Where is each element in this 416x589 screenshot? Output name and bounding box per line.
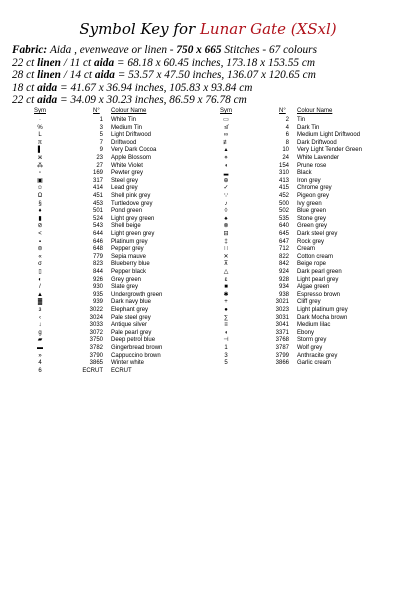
symbol: ✓: [223, 185, 229, 192]
fabric-info-segment: Fabric:: [12, 44, 50, 56]
dmc-number: 502: [278, 208, 289, 215]
symbol: ▬: [37, 344, 43, 351]
symbol: ∵: [224, 193, 228, 200]
dmc-number: 928: [278, 276, 289, 283]
fabric-info-segment: aida: [94, 69, 115, 81]
header-num: N°: [93, 108, 100, 114]
fabric-info-line: [12, 82, 410, 95]
symbol: +: [224, 299, 228, 306]
dmc-number: 9: [99, 147, 103, 154]
fabric-info: [12, 44, 410, 107]
dmc-number: 3750: [89, 337, 103, 344]
dmc-number: 169: [92, 170, 103, 177]
symbol: π: [37, 139, 43, 146]
symbol: ●: [224, 306, 228, 313]
fabric-info-segment: = 41.67 x 36.94 inches, 105.83 x 93.84 cm: [57, 81, 253, 94]
colour-name: Elephant grey: [111, 306, 149, 313]
colour-name: Blueberry blue: [111, 261, 150, 268]
colour-name: Tin: [297, 117, 306, 124]
symbol: Ω: [37, 193, 43, 200]
colour-name: Garlic cream: [297, 360, 332, 367]
symbol: ▪: [38, 238, 42, 245]
dmc-number: 535: [278, 215, 289, 222]
symbol: ✕: [223, 253, 229, 260]
dmc-number: 453: [92, 200, 103, 207]
symbol: ▫: [38, 170, 42, 177]
colour-name: Slate grey: [111, 284, 139, 291]
dmc-number: 930: [92, 284, 103, 291]
colour-name: Cotton cream: [297, 253, 334, 260]
symbol: ⊘: [37, 223, 43, 230]
dmc-number: 648: [92, 246, 103, 253]
symbol: ‹: [39, 314, 41, 321]
dmc-number: 779: [92, 253, 103, 260]
colour-name: Light pearl grey: [297, 276, 339, 283]
dmc-number: 3799: [275, 352, 289, 359]
colour-name: Gingerbread brown: [111, 344, 163, 351]
dmc-number: 3023: [275, 306, 289, 313]
colour-name: Platinum grey: [111, 238, 148, 245]
colour-name: Very Light Tender Green: [297, 147, 362, 154]
symbol: ∑: [223, 314, 229, 321]
symbol: ⊼: [223, 261, 229, 268]
symbol: ⊕: [223, 177, 229, 184]
fabric-info-segment: Aida , evenweave or linen -: [49, 44, 177, 56]
fabric-info-segment: aida: [37, 94, 58, 106]
dmc-number: 5: [99, 132, 103, 139]
fabric-info-segment: linen: [37, 69, 61, 81]
colour-name: Dark navy blue: [111, 299, 152, 306]
colour-name: Grey green: [111, 276, 142, 283]
dmc-number: 1: [99, 117, 103, 124]
colour-name: Undergrowth green: [111, 291, 163, 298]
symbol: g: [38, 329, 42, 336]
dmc-number: 822: [278, 253, 289, 260]
symbol: ⁂: [37, 162, 43, 169]
colour-name: ECRUT: [111, 367, 132, 374]
symbol: ◊: [224, 208, 228, 215]
dmc-number: 452: [278, 193, 289, 200]
symbol: ɛ: [224, 276, 228, 283]
colour-name: Rock grey: [297, 238, 325, 245]
dmc-number: 524: [92, 215, 103, 222]
symbol: ⊟: [223, 231, 229, 237]
colour-name: Light platinum grey: [297, 306, 348, 313]
fabric-info-segment: = 53.57 x 47.50 inches, 136.07 x 120.65 cm: [114, 69, 316, 81]
colour-name: Cappuccino brown: [111, 352, 161, 359]
dmc-number: 3041: [275, 322, 289, 329]
symbol: ☺: [36, 185, 44, 192]
dmc-number: 500: [278, 200, 289, 207]
symbol: ‡: [224, 238, 228, 245]
dmc-number: 823: [92, 261, 103, 268]
dmc-number: 3021: [275, 299, 289, 306]
dmc-number: 3768: [275, 337, 289, 344]
symbol: ≰: [224, 124, 228, 131]
colour-name: Light green grey: [111, 231, 155, 237]
colour-name: Storm grey: [297, 337, 327, 344]
symbol: <: [38, 231, 42, 237]
symbol: ◐: [38, 276, 42, 283]
fabric-info-segment: Stitches - 67 colours: [221, 44, 317, 56]
colour-name: White Violet: [111, 162, 143, 169]
dmc-number: 3022: [89, 306, 103, 313]
symbol: ⋄: [224, 155, 228, 162]
dmc-number: 938: [278, 291, 289, 298]
colour-name: Ivy green: [297, 200, 322, 207]
symbol: %: [37, 124, 43, 131]
colour-name: Lead grey: [111, 185, 138, 192]
symbol: L: [38, 132, 42, 139]
title-pattern-name: Lunar Gate (XSxl): [199, 20, 337, 38]
header-num: N°: [279, 108, 286, 114]
colour-name: Medium Light Driftwood: [297, 132, 361, 139]
dmc-number: 646: [92, 238, 103, 245]
colour-name: Very Dark Cocoa: [111, 147, 157, 154]
dmc-number: 3790: [89, 352, 103, 359]
symbol: §: [38, 200, 42, 207]
fabric-info-line: [12, 69, 410, 82]
dmc-number: 27: [96, 162, 103, 169]
dmc-number: 647: [278, 238, 289, 245]
colour-name: Shell pink grey: [111, 193, 151, 200]
fabric-info-segment: 22 ct: [12, 94, 38, 106]
dmc-number: 8: [285, 139, 289, 146]
colour-name: Shell beige: [111, 223, 141, 230]
colour-name: Green grey: [297, 223, 328, 230]
colour-name: Pepper black: [111, 268, 147, 275]
dmc-number: 7: [99, 139, 103, 146]
title-prefix: Symbol Key for: [79, 20, 196, 38]
symbol: ∷: [224, 246, 228, 253]
dmc-number: 3033: [89, 322, 103, 329]
colour-name: Wolf grey: [297, 344, 323, 351]
colour-name: Apple Blossom: [111, 155, 152, 162]
symbol: ▂: [223, 170, 229, 177]
dmc-number: 3: [99, 124, 103, 131]
dmc-number: 3782: [89, 344, 103, 351]
symbol: ⊗: [223, 223, 229, 230]
dmc-number: 413: [278, 177, 289, 184]
dmc-number: ECRUT: [82, 367, 103, 374]
colour-name: Pond green: [111, 208, 143, 215]
colour-name: Pigeon grey: [297, 193, 330, 200]
fabric-info-segment: 750 x 665: [176, 44, 222, 56]
colour-name: Antique silver: [111, 322, 148, 329]
dmc-number: 645: [278, 231, 289, 237]
colour-name: White Lavender: [297, 155, 340, 162]
symbol: ≢: [223, 139, 229, 146]
symbol: 1: [224, 344, 228, 351]
fabric-info-segment: 22 ct: [12, 56, 38, 69]
dmc-number: 935: [92, 291, 103, 298]
colour-name: Blue green: [297, 208, 327, 215]
dmc-number: 3787: [275, 344, 289, 351]
symbol: ◖: [224, 162, 228, 169]
dmc-number: 501: [92, 208, 103, 215]
fabric-info-segment: 18 ct: [12, 81, 38, 94]
colour-name: Dark Mocha brown: [297, 314, 348, 321]
colour-name: Cream: [297, 246, 316, 253]
symbol: ∞: [223, 132, 229, 139]
dmc-number: 2: [285, 117, 289, 124]
page-title: [0, 20, 416, 38]
colour-name: Deep petrol blue: [111, 337, 156, 344]
fabric-info-segment: / 14 ct: [60, 69, 95, 81]
symbol: ▣: [37, 177, 43, 184]
dmc-number: 934: [278, 284, 289, 291]
symbol: 5: [224, 360, 228, 367]
dmc-number: 3371: [275, 329, 289, 336]
colour-name: Pepper grey: [111, 246, 144, 253]
symbol: ⊣: [223, 337, 229, 344]
header-colour-name: Colour Name: [297, 108, 333, 114]
symbol: 4: [38, 360, 42, 367]
dmc-number: 23: [96, 155, 103, 162]
dmc-number: 414: [92, 185, 103, 192]
symbol: ▴: [224, 147, 228, 154]
dmc-number: 3031: [275, 314, 289, 321]
symbol: ✱: [223, 291, 229, 298]
header-sym: Sym: [220, 108, 232, 114]
fabric-info-line: [12, 94, 410, 107]
fabric-info-segment: / 11 ct: [60, 56, 95, 69]
fabric-info-segment: = 34.09 x 30.23 inches, 86.59 x 76.78 cm: [57, 94, 247, 106]
fabric-info-line: [12, 57, 410, 70]
colour-name: Dark Tin: [297, 124, 320, 131]
symbol: σ: [38, 261, 42, 268]
symbol: ▌: [37, 147, 43, 154]
dmc-number: 415: [278, 185, 289, 192]
fabric-info-segment: 28 ct: [12, 69, 38, 81]
dmc-number: 640: [278, 223, 289, 230]
symbol: ж: [37, 155, 42, 162]
colour-name: Chrome grey: [297, 185, 332, 192]
symbol: 3: [224, 352, 228, 359]
fabric-info-segment: linen: [37, 56, 61, 69]
colour-name: Pale steel grey: [111, 314, 151, 321]
dmc-number: 24: [282, 155, 289, 162]
symbol: ▭: [223, 117, 229, 124]
dmc-number: 451: [92, 193, 103, 200]
dmc-number: 924: [278, 268, 289, 275]
symbol: △: [223, 268, 229, 275]
colour-name: Anthracite grey: [297, 352, 338, 359]
dmc-number: 926: [92, 276, 103, 283]
colour-name: Ebony: [297, 329, 315, 336]
colour-name: Stone grey: [297, 215, 327, 222]
symbol: ▯: [38, 268, 42, 275]
dmc-number: 844: [92, 268, 103, 275]
symbol: ▮: [38, 215, 42, 222]
colour-name: Winter white: [111, 360, 145, 367]
colour-name: Dark pearl green: [297, 268, 342, 275]
header-sym: Sym: [34, 108, 46, 114]
colour-name: Pale pearl grey: [111, 329, 152, 336]
colour-name: Beige rope: [297, 261, 327, 268]
colour-name: Driftwood: [111, 139, 137, 146]
fabric-info-segment: aida: [37, 81, 58, 94]
dmc-number: 154: [278, 162, 289, 169]
colour-name: Dark Driftwood: [297, 139, 337, 146]
dmc-number: 3024: [89, 314, 103, 321]
fabric-info-segment: = 68.18 x 60.45 inches, 173.18 x 153.55 cm: [114, 56, 316, 69]
colour-name: Pewter grey: [111, 170, 144, 177]
dmc-number: 3072: [89, 329, 103, 336]
symbol: ·: [39, 117, 41, 124]
colour-name: Light grey green: [111, 215, 155, 222]
dmc-number: 4: [285, 124, 289, 131]
dmc-number: 10: [282, 147, 289, 154]
symbol: ▰: [37, 337, 43, 344]
fabric-info-segment: aida: [94, 56, 115, 69]
dmc-number: 842: [278, 261, 289, 268]
symbol: ɜ: [38, 306, 42, 313]
colour-name: Algae green: [297, 284, 330, 291]
dmc-number: 3866: [275, 360, 289, 367]
symbol: ◖: [224, 329, 228, 336]
dmc-number: 712: [278, 246, 289, 253]
symbol: ♦: [38, 208, 42, 215]
symbol: ↓: [38, 322, 42, 329]
colour-name: Medium lilac: [297, 322, 331, 329]
symbol: ▲: [37, 291, 43, 298]
colour-name: Steel grey: [111, 177, 139, 184]
symbol: ♠: [224, 215, 228, 222]
colour-name: Medium Tin: [111, 124, 143, 131]
fabric-info-line: [12, 44, 410, 57]
symbol: ▓: [37, 299, 43, 306]
dmc-number: 644: [92, 231, 103, 237]
symbol: /: [39, 284, 41, 291]
colour-name: Prune rose: [297, 162, 327, 169]
dmc-number: 6: [285, 132, 289, 139]
symbol: ■: [224, 284, 228, 291]
symbol: «: [38, 253, 42, 260]
colour-name: Black: [297, 170, 312, 177]
symbol: »: [38, 352, 42, 359]
colour-name: Iron grey: [297, 177, 321, 184]
symbol: 6: [38, 367, 42, 374]
colour-name: Espresso brown: [297, 291, 341, 298]
colour-name: Cliff grey: [297, 299, 321, 306]
symbol: ⊜: [37, 246, 43, 253]
symbol: ≡: [224, 322, 228, 329]
colour-name: White Tin: [111, 117, 137, 124]
colour-name: Sepia mauve: [111, 253, 147, 260]
colour-name: Light Driftwood: [111, 132, 152, 139]
dmc-number: 3865: [89, 360, 103, 367]
symbol: ♪: [224, 200, 228, 207]
colour-name: Dark steel grey: [297, 231, 338, 237]
colour-name: Turtledove grey: [111, 200, 153, 207]
dmc-number: 543: [92, 223, 103, 230]
dmc-number: 939: [92, 299, 103, 306]
dmc-number: 310: [278, 170, 289, 177]
header-colour-name: Colour Name: [111, 108, 147, 114]
dmc-number: 317: [92, 177, 103, 184]
